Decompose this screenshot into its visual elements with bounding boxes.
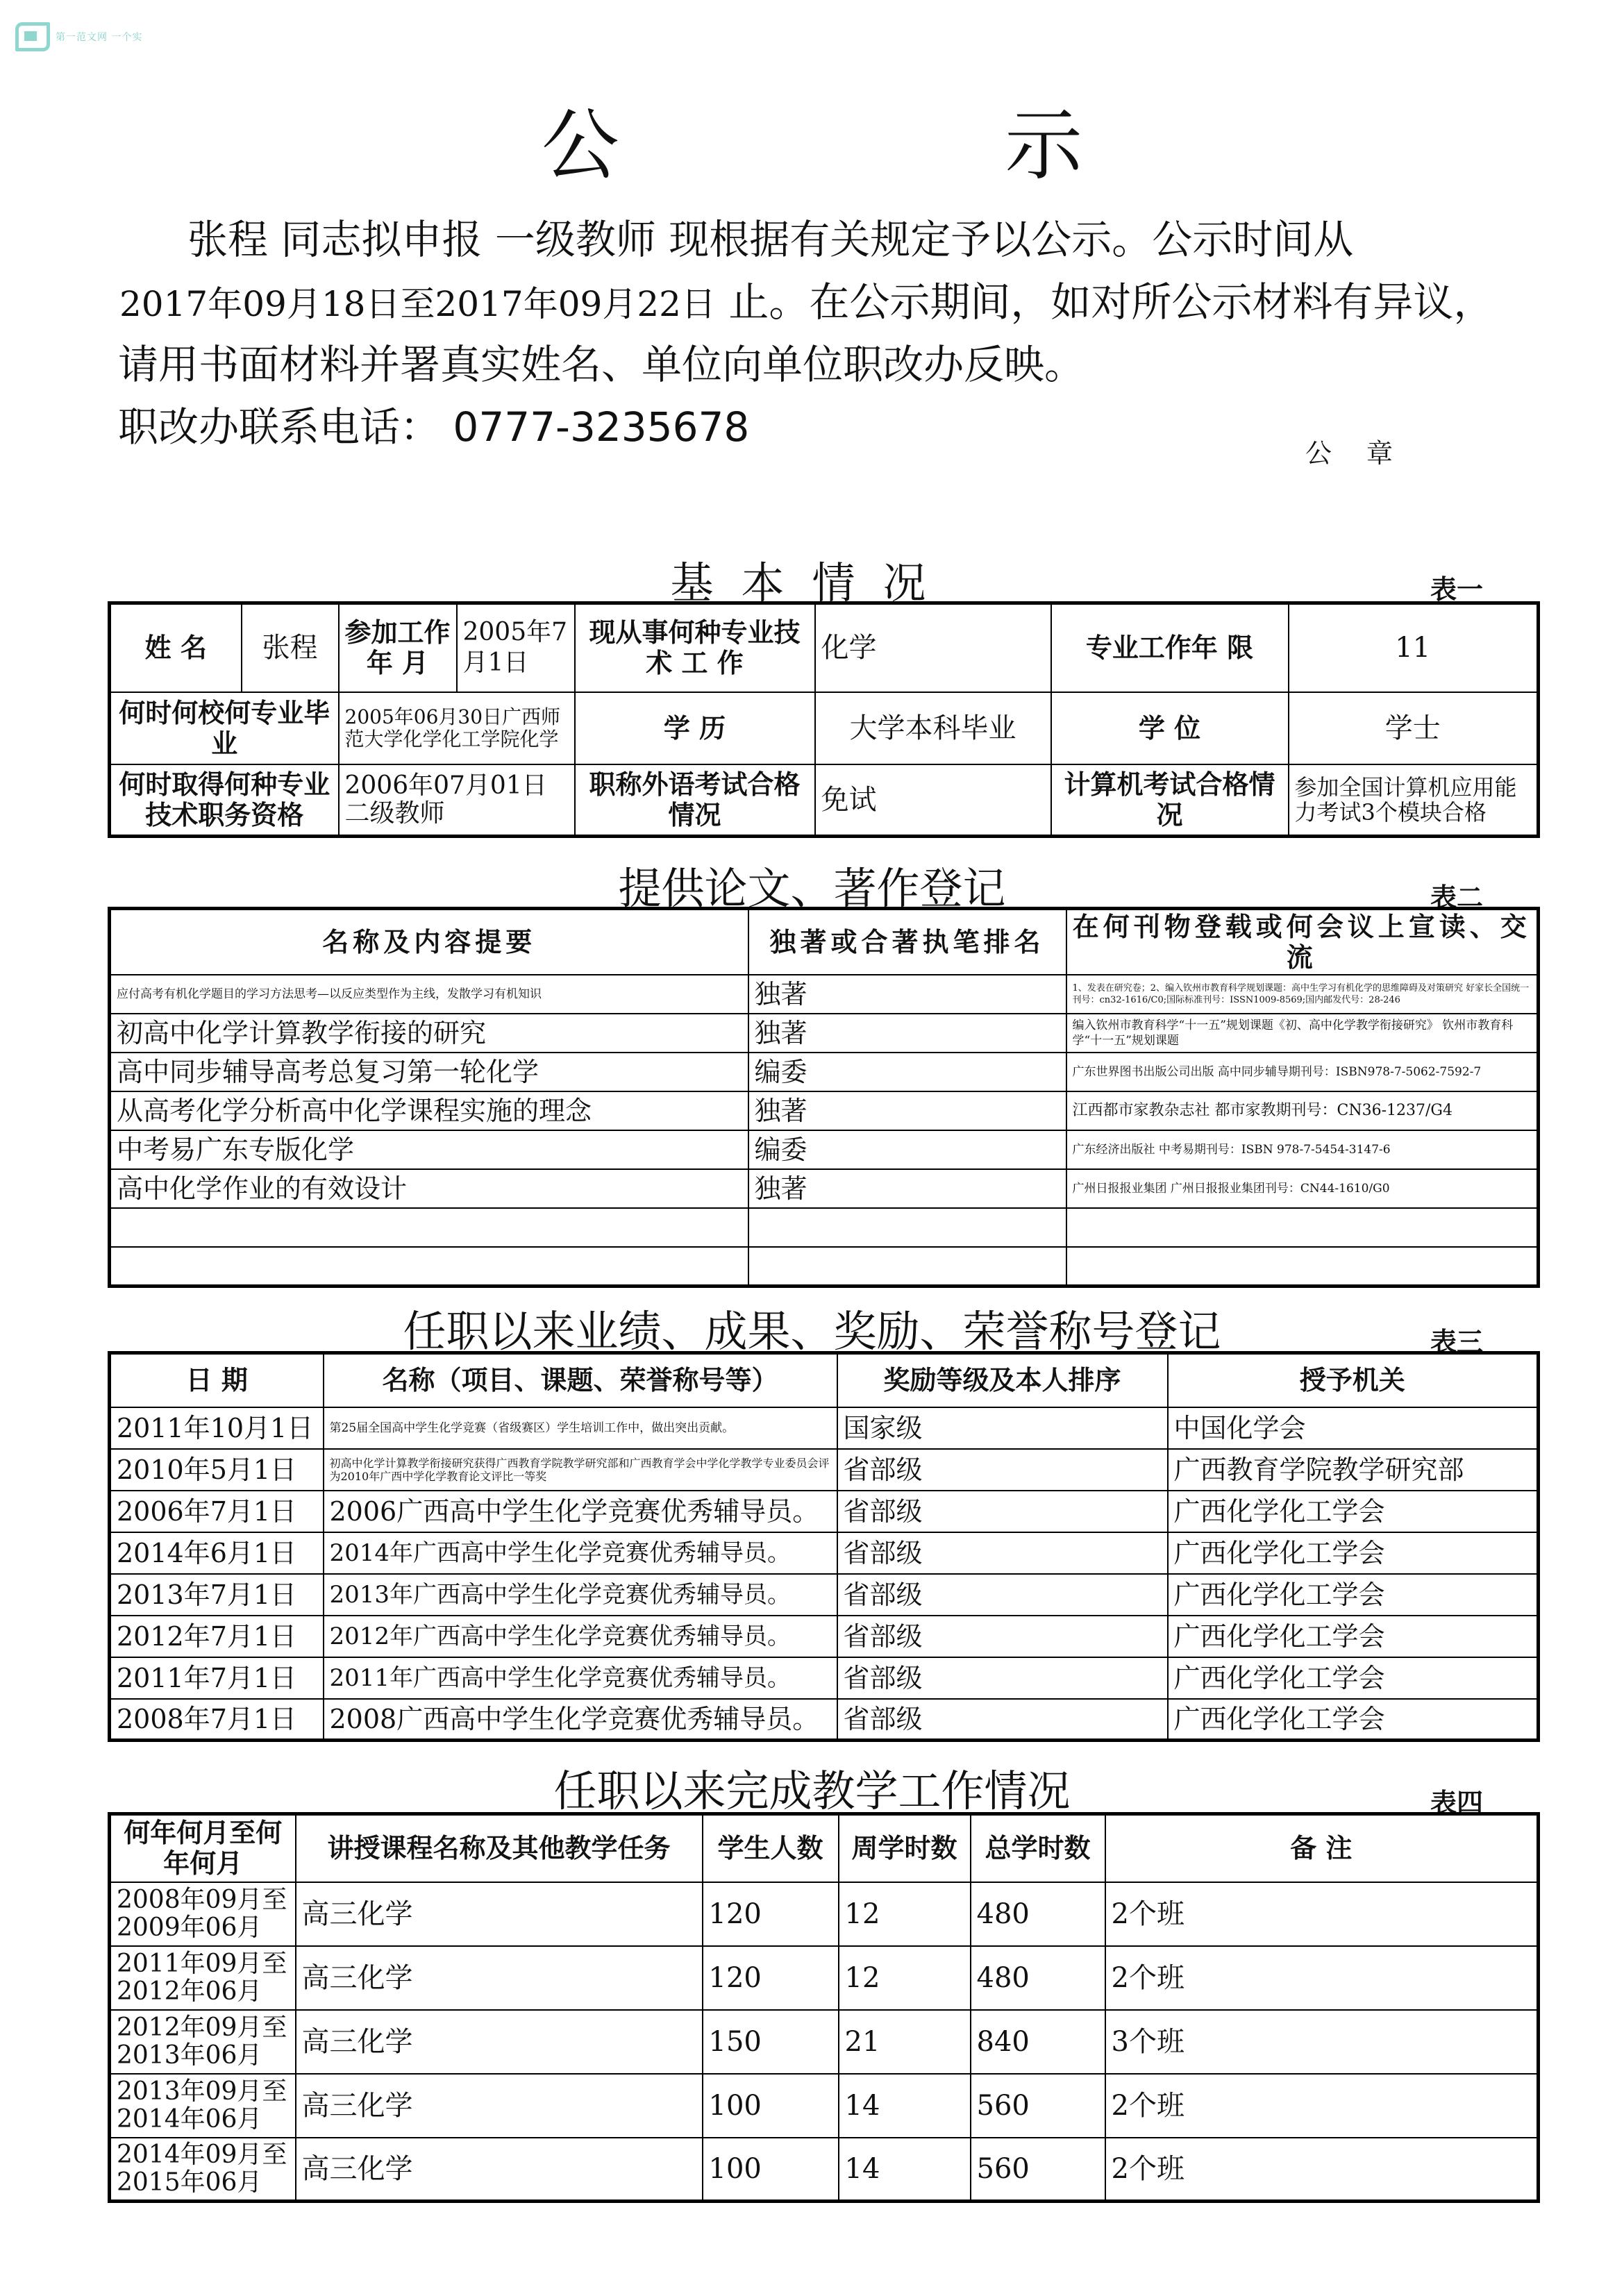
table2-title: 提供论文、著作登记	[618, 863, 1006, 914]
teaching-weekly-hours: 14	[839, 2074, 971, 2138]
paper-authorship: 独著	[748, 1169, 1066, 1208]
achievement-level: 省部级	[837, 1657, 1168, 1699]
achievement-name: 2008广西高中学生化学竞赛优秀辅导员。	[324, 1699, 837, 1741]
teaching-header-students: 学生人数	[703, 1814, 839, 1882]
teaching-period: 2013年09月至2014年06月	[110, 2074, 296, 2138]
paper-venue: 广东经济出版社 中考易期刊号：ISBN 978-7-5454-3147-6	[1066, 1130, 1539, 1169]
paper-title: 应付高考有机化学题目的学习方法思考—以反应类型作为主线，发散学习有机知识	[110, 975, 748, 1014]
achievement-name: 2011年广西高中学生化学竞赛优秀辅导员。	[324, 1657, 837, 1699]
papers-header-name: 名称及内容提要	[110, 909, 748, 975]
teaching-total-hours: 480	[971, 1882, 1105, 1946]
achievement-name: 2014年广西高中学生化学竞赛优秀辅导员。	[324, 1532, 837, 1574]
work-years-value: 11	[1289, 603, 1539, 692]
notice-line-2-rest: 止。在公示期间，如对所公示材料有异议，	[715, 278, 1494, 326]
qualification-value: 2006年07月01日二级教师	[339, 764, 575, 837]
site-logo	[15, 19, 142, 54]
paper-venue: 广州日报报业集团 广州日报报业集团刊号：CN44-1610/G0	[1066, 1169, 1539, 1208]
official-seal-label: 公章	[1305, 438, 1428, 469]
achievement-issuer: 广西化学化工学会	[1168, 1699, 1539, 1741]
basic-info-table	[108, 601, 1540, 838]
teaching-students: 100	[703, 2074, 839, 2138]
paper-authorship: 独著	[748, 975, 1066, 1014]
achievements-header-level: 奖励等级及本人排序	[837, 1353, 1168, 1407]
teaching-students: 120	[703, 1946, 839, 2010]
teaching-students: 100	[703, 2138, 839, 2202]
teaching-notes: 3个班	[1105, 2010, 1539, 2074]
achievement-date: 2013年7月1日	[110, 1574, 324, 1616]
paper-title	[110, 1208, 748, 1247]
achievement-date: 2008年7月1日	[110, 1699, 324, 1741]
education-value: 大学本科毕业	[815, 692, 1051, 764]
table4-tag: 表四	[1430, 1788, 1484, 1818]
achievement-level: 省部级	[837, 1491, 1168, 1532]
teaching-students: 120	[703, 1882, 839, 1946]
table3-title: 任职以来业绩、成果、奖励、荣誉称号登记	[403, 1306, 1221, 1357]
teaching-students: 150	[703, 2010, 839, 2074]
teaching-period: 2011年09月至2012年06月	[110, 1946, 296, 2010]
teaching-course: 高三化学	[296, 2074, 703, 2138]
paper-authorship: 编委	[748, 1130, 1066, 1169]
achievement-level: 省部级	[837, 1532, 1168, 1574]
achievement-issuer: 广西教育学院教学研究部	[1168, 1449, 1539, 1491]
achievement-date: 2011年7月1日	[110, 1657, 324, 1699]
table2-tag: 表二	[1430, 882, 1484, 913]
table1-title: 基本情况	[670, 558, 954, 608]
achievement-issuer: 中国化学会	[1168, 1407, 1539, 1449]
teaching-course: 高三化学	[296, 1946, 703, 2010]
achievement-date: 2006年7月1日	[110, 1491, 324, 1532]
paper-title: 高中化学作业的有效设计	[110, 1169, 748, 1208]
logo-icon	[15, 22, 50, 51]
teaching-period: 2014年09月至2015年06月	[110, 2138, 296, 2202]
teaching-notes: 2个班	[1105, 1946, 1539, 2010]
teaching-notes: 2个班	[1105, 1882, 1539, 1946]
achievement-date: 2011年10月1日	[110, 1407, 324, 1449]
teaching-course: 高三化学	[296, 2138, 703, 2202]
teaching-period: 2012年09月至2013年06月	[110, 2010, 296, 2074]
profession-value: 化学	[815, 603, 1051, 692]
paper-venue: 江西都市家教杂志社 都市家教期刊号：CN36-1237/G4	[1066, 1091, 1539, 1130]
teaching-total-hours: 480	[971, 1946, 1105, 2010]
degree-value: 学士	[1289, 692, 1539, 764]
notice-dates: 2017年09月18日至2017年09月22日	[119, 284, 716, 324]
paper-venue: 广东世界图书出版公司出版 高中同步辅导期刊号：ISBN978-7-5062-7592-7	[1066, 1053, 1539, 1091]
foreign-language-label: 职称外语考试合格情况	[575, 764, 815, 837]
notice-line-3: 请用书面材料并署真实姓名、单位向单位职改办反映。	[118, 341, 1085, 388]
paper-title: 中考易广东专版化学	[110, 1130, 748, 1169]
achievement-issuer: 广西化学化工学会	[1168, 1491, 1539, 1532]
achievement-date: 2014年6月1日	[110, 1532, 324, 1574]
paper-title: 高中同步辅导高考总复习第一轮化学	[110, 1053, 748, 1091]
profession-label: 现从事何种专业技 术 工 作	[575, 603, 815, 692]
achievement-level: 省部级	[837, 1616, 1168, 1657]
papers-header-author: 独著或合著执笔排名	[748, 909, 1066, 975]
achievements-header-date: 日 期	[110, 1353, 324, 1407]
paper-venue: 1、发表在研究卷；2、编入钦州市教育科学规划课题：高中生学习有机化学的思维障碍及对策研究 好家长全国统一刊号：cn32-1616/C0;国际标准刊号：ISSN1009-8569;国内邮发代号：28-246	[1066, 975, 1539, 1014]
papers-table	[108, 907, 1540, 1288]
teaching-weekly-hours: 14	[839, 2138, 971, 2202]
education-label: 学 历	[575, 692, 815, 764]
paper-authorship: 独著	[748, 1091, 1066, 1130]
work-start-label: 参加工作年 月	[339, 603, 457, 692]
teaching-weekly-hours: 21	[839, 2010, 971, 2074]
teaching-weekly-hours: 12	[839, 1882, 971, 1946]
teaching-weekly-hours: 12	[839, 1946, 971, 2010]
achievement-level: 国家级	[837, 1407, 1168, 1449]
computer-exam-label: 计算机考试合格情况	[1051, 764, 1289, 837]
paper-authorship: 编委	[748, 1053, 1066, 1091]
paper-authorship: 独著	[748, 1014, 1066, 1053]
paper-authorship	[748, 1208, 1066, 1247]
paper-venue	[1066, 1247, 1539, 1286]
work-years-label: 专业工作年 限	[1051, 603, 1289, 692]
teaching-header-total-hours: 总学时数	[971, 1814, 1105, 1882]
qualification-label: 何时取得何种专业技术职务资格	[110, 764, 339, 837]
achievement-issuer: 广西化学化工学会	[1168, 1532, 1539, 1574]
teaching-course: 高三化学	[296, 1882, 703, 1946]
achievements-table	[108, 1351, 1540, 1742]
computer-exam-value: 参加全国计算机应用能力考试3个模块合格	[1289, 764, 1539, 837]
table1-tag: 表一	[1430, 574, 1484, 605]
achievement-date: 2012年7月1日	[110, 1616, 324, 1657]
teaching-header-course: 讲授课程名称及其他教学任务	[296, 1814, 703, 1882]
papers-header-venue: 在何刊物登载或何会议上宣读、交流	[1066, 909, 1539, 975]
teaching-header-weekly-hours: 周学时数	[839, 1814, 971, 1882]
paper-title: 从高考化学分析高中化学课程实施的理念	[110, 1091, 748, 1130]
achievement-name: 第25届全国高中学生化学竞赛（省级赛区）学生培训工作中，做出突出贡献。	[324, 1407, 837, 1449]
table3-tag: 表三	[1430, 1327, 1484, 1357]
logo-text: 第一范文网 一个实	[56, 32, 143, 43]
achievement-issuer: 广西化学化工学会	[1168, 1657, 1539, 1699]
graduation-value: 2005年06月30日广西师范大学化学化工学院化学	[339, 692, 575, 764]
paper-venue: 编入钦州市教育科学“十一五”规划课题《初、高中化学教学衔接研究》 钦州市教育科学“十一五”规划课题	[1066, 1014, 1539, 1053]
achievement-issuer: 广西化学化工学会	[1168, 1574, 1539, 1616]
name-label: 姓 名	[110, 603, 242, 692]
notice-line-2	[119, 269, 1493, 328]
paper-title	[110, 1247, 748, 1286]
achievement-date: 2010年5月1日	[110, 1449, 324, 1491]
paper-venue	[1066, 1208, 1539, 1247]
teaching-total-hours: 560	[971, 2138, 1105, 2202]
teaching-table	[108, 1812, 1540, 2203]
achievement-name: 2012年广西高中学生化学竞赛优秀辅导员。	[324, 1616, 837, 1657]
achievements-header-issuer: 授予机关	[1168, 1353, 1539, 1407]
achievement-level: 省部级	[837, 1699, 1168, 1741]
teaching-notes: 2个班	[1105, 2074, 1539, 2138]
paper-title: 初高中化学计算教学衔接的研究	[110, 1014, 748, 1053]
achievement-name: 初高中化学计算教学衔接研究获得广西教育学院教学研究部和广西教育学会中学化学教学专业委员会评为2010年广西中学化学教育论文评比一等奖	[324, 1449, 837, 1491]
achievement-issuer: 广西化学化工学会	[1168, 1616, 1539, 1657]
work-start-value: 2005年7月1日	[457, 603, 575, 692]
teaching-notes: 2个班	[1105, 2138, 1539, 2202]
table4-title: 任职以来完成教学工作情况	[553, 1766, 1071, 1816]
notice-line-1: 张程 同志拟申报 一级教师 现根据有关规定予以公示。公示时间从	[187, 216, 1354, 263]
achievement-level: 省部级	[837, 1449, 1168, 1491]
teaching-period: 2008年09月至2009年06月	[110, 1882, 296, 1946]
achievements-header-name: 名称（项目、课题、荣誉称号等）	[324, 1353, 837, 1407]
achievement-name: 2006广西高中学生化学竞赛优秀辅导员。	[324, 1491, 837, 1532]
graduation-label: 何时何校何专业毕 业	[110, 692, 339, 764]
teaching-header-notes: 备 注	[1105, 1814, 1539, 1882]
name-value: 张程	[242, 603, 339, 692]
degree-label: 学 位	[1051, 692, 1289, 764]
teaching-header-period: 何年何月至何年何月	[110, 1814, 296, 1882]
foreign-language-value: 免试	[815, 764, 1051, 837]
achievement-name: 2013年广西高中学生化学竞赛优秀辅导员。	[324, 1574, 837, 1616]
achievement-level: 省部级	[837, 1574, 1168, 1616]
paper-authorship	[748, 1247, 1066, 1286]
contact-phone: 职改办联系电话： 0777-3235678	[118, 403, 750, 451]
teaching-course: 高三化学	[296, 2010, 703, 2074]
page-title: 公 示	[541, 101, 1264, 191]
teaching-total-hours: 840	[971, 2010, 1105, 2074]
teaching-total-hours: 560	[971, 2074, 1105, 2138]
